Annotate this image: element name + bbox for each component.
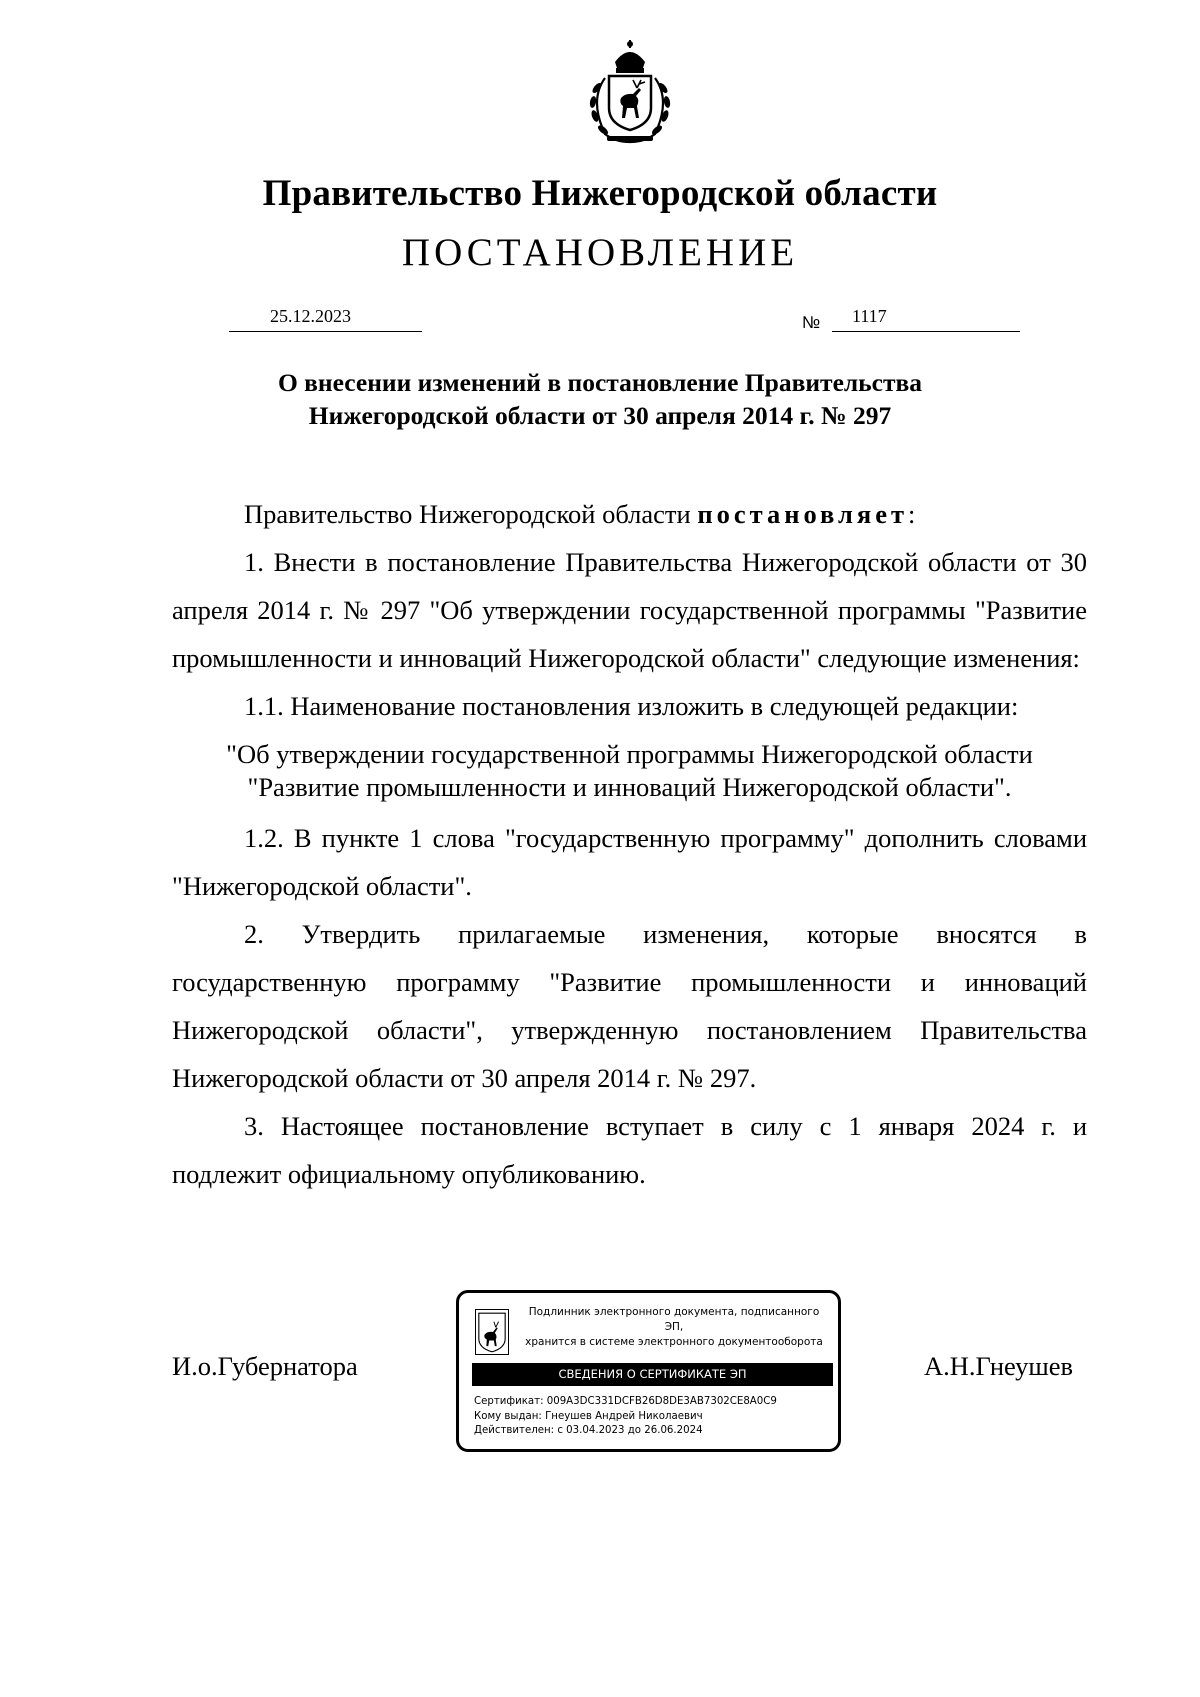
certificate-bar: СВЕДЕНИЯ О СЕРТИФИКАТЕ ЭП bbox=[472, 1363, 833, 1386]
coat-of-arms-icon bbox=[575, 38, 685, 146]
item-3: 3. Настоящее постановление вступает в силу с 1 января 2024 г. и подлежит официальному опубликованию. bbox=[172, 1111, 1087, 1189]
signatory-position: И.о.Губернатора bbox=[172, 1351, 358, 1381]
quote-line-1: "Об утверждении государственной программы Нижегородской области bbox=[226, 739, 1033, 769]
preamble-decree: постановляет bbox=[697, 499, 909, 529]
item-1: 1. Внести в постановление Правительства Нижегородской области от 30 апреля 2014 г. № 297 "Об утверждении государственной программы "Развитие промышленности и инноваций Нижегородской области" следующие изменения: bbox=[172, 547, 1087, 673]
certificate-number: Сертификат: 009A3DC331DCFB26D8DE3AB7302CE8A0C9 bbox=[474, 1396, 777, 1407]
heading-line-2: Нижегородской области от 30 апреля 2014 г. № 297 bbox=[308, 401, 892, 430]
deer-emblem-icon bbox=[475, 1309, 509, 1355]
organization-name: Правительство Нижегородской области bbox=[262, 173, 938, 214]
preamble-lead: Правительство Нижегородской области bbox=[244, 499, 698, 529]
preamble-colon: : bbox=[908, 499, 916, 529]
document-date: 25.12.2023 bbox=[229, 306, 422, 332]
item-2: 2. Утвердить прилагаемые изменения, которые вносятся в государственную программу "Развитие промышленности и инноваций Нижегородской области", утвержденную постановлением Правительства Нижегородской области от 30 апреля 2014 г. № 297. bbox=[172, 919, 1087, 1093]
stamp-line-2: хранится в системе электронного документооборота bbox=[525, 1336, 823, 1348]
certificate-validity: Действителен: с 03.04.2023 до 26.06.2024 bbox=[474, 1425, 703, 1436]
number-sign: № bbox=[802, 313, 821, 332]
document-kind: ПОСТАНОВЛЕНИЕ bbox=[401, 231, 799, 274]
document-heading bbox=[0, 366, 1200, 432]
new-title-quote bbox=[172, 738, 1087, 804]
stamp-line-1: Подлинник электронного документа, подписанного ЭП, bbox=[528, 1306, 820, 1333]
document-body bbox=[172, 490, 1087, 1198]
item-1-2: 1.2. В пункте 1 слова "государственную программу" дополнить словами "Нижегородской области". bbox=[172, 823, 1087, 901]
certificate-owner: Кому выдан: Гнеушев Андрей Николаевич bbox=[474, 1410, 703, 1422]
item-1-1: 1.1. Наименование постановления изложить в следующей редакции: bbox=[244, 691, 1019, 721]
preamble bbox=[172, 490, 1087, 538]
heading-line-1: О внесении изменений в постановление Правительства bbox=[277, 368, 923, 397]
signatory-name: А.Н.Гнеушев bbox=[924, 1351, 1074, 1381]
quote-line-2: "Развитие промышленности и инноваций Нижегородской области". bbox=[247, 772, 1012, 802]
electronic-signature-stamp bbox=[456, 1290, 841, 1452]
document-number: 1117 bbox=[832, 306, 1020, 332]
stamp-header bbox=[519, 1305, 829, 1350]
certificate-info bbox=[474, 1395, 777, 1439]
